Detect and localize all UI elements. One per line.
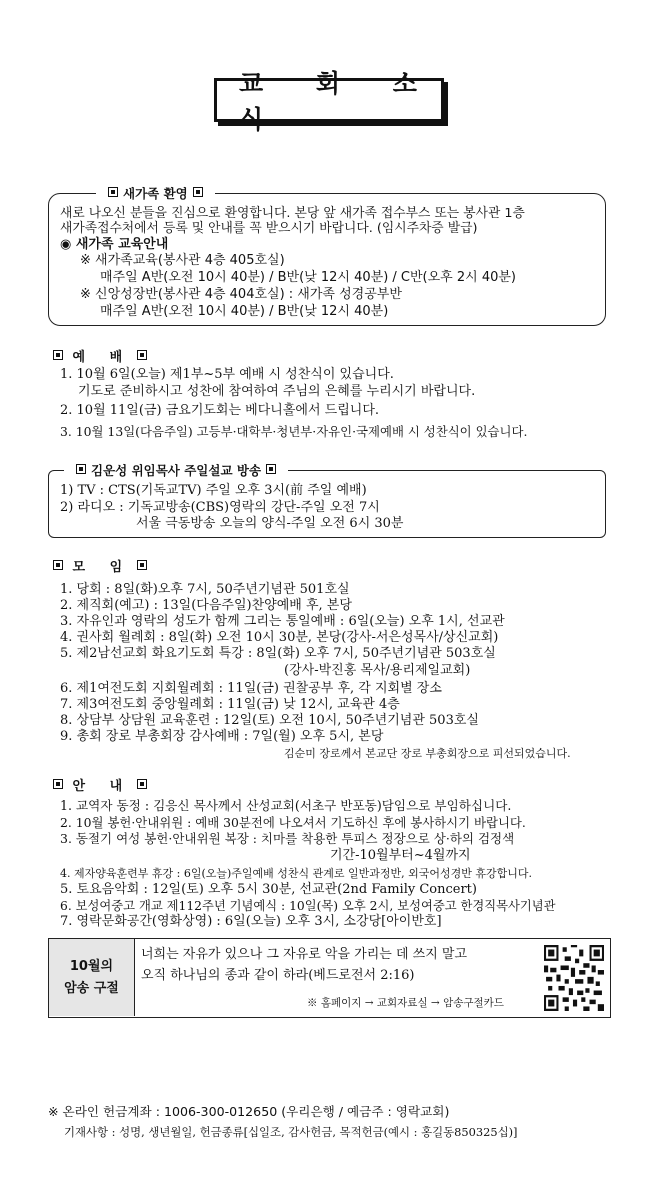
notice-item: 3. 동절기 여성 봉헌·안내위원 복장 : 치마를 착용한 투피스 정장으로 상·하의 검정색 — [60, 831, 515, 846]
square-bullet-icon — [76, 464, 86, 474]
notices-heading — [48, 775, 152, 794]
square-bullet-icon — [266, 464, 276, 474]
meeting-item: 2. 제직회(예고) : 13일(다음주일)찬양예배 후, 본당 — [60, 598, 352, 613]
meeting-item: 3. 자유인과 영락의 성도가 함께 그리는 통일예배 : 6일(오늘) 오후 1시, 선교관 — [60, 614, 505, 629]
meeting-item: 4. 권사회 월례회 : 8일(화) 오전 10시 30분, 본당(강사-서은성목사/상신교회) — [60, 630, 499, 645]
square-bullet-icon — [193, 187, 203, 197]
memory-verse-note: ※ 홈페이지 → 교회자료실 → 암송구절카드 — [307, 997, 504, 1009]
meetings-heading — [48, 556, 152, 575]
page-title: 교 회 소 식 — [214, 78, 444, 122]
meeting-item: 5. 제2남선교회 화요기도회 특강 : 8일(화) 오후 7시, 50주년기념관 503호실 — [60, 646, 496, 661]
notice-item: 6. 보성여중고 개교 제112주년 기념예식 : 10일(목) 오후 2시, 보성여중고 한경직목사기념관 — [60, 899, 556, 913]
newcomer-line: 매주일 A반(오전 10시 40분) / B반(낮 12시 40분) / C반(오후 2시 40분) — [100, 270, 517, 285]
broadcast-line: 2) 라디오 : 기독교방송(CBS)영락의 강단-주일 오전 7시 — [60, 500, 380, 515]
square-bullet-icon — [53, 350, 63, 360]
broadcast-label-text: 김운성 위임목사 주일설교 방송 — [91, 463, 262, 478]
broadcast-line: 서울 극동방송 오늘의 양식-주일 오전 6시 30분 — [136, 516, 404, 531]
offering-account: ※ 온라인 헌금계좌 : 1006-300-012650 (우리은행 / 예금주 : 영락교회) — [48, 1104, 450, 1119]
meeting-item: 1. 당회 : 8일(화)오후 7시, 50주년기념관 501호실 — [60, 582, 350, 597]
newcomer-label — [96, 184, 215, 202]
broadcast-label — [64, 461, 288, 479]
memory-verse-label-line: 10월의 — [69, 958, 114, 974]
notice-item: 5. 토요음악회 : 12일(토) 오후 5시 30분, 선교관(2nd Family Concert) — [60, 882, 477, 897]
notice-item: 2. 10월 봉헌·안내위원 : 예배 30분전에 나오셔서 기도하신 후에 봉사하시기 바랍니다. — [60, 815, 526, 830]
newcomer-label-text: 새가족 환영 — [123, 186, 188, 201]
newcomer-line: ※ 신앙성장반(봉사관 4층 404호실) : 새가족 성경공부반 — [80, 287, 402, 302]
notice-item: 4. 제자양육훈련부 휴강 : 6일(오늘)주일예배 성찬식 관계로 일반과정반, 외국어성경반 휴강합니다. — [60, 867, 533, 880]
memory-verse-label-line: 암송 구절 — [64, 980, 119, 996]
notices-heading-text: 안 내 — [72, 779, 133, 794]
notice-item: 7. 영락문화공간(영화상영) : 6일(오늘) 오후 3시, 소강당[아이반호] — [60, 914, 442, 929]
square-bullet-icon — [137, 779, 147, 789]
memory-verse-text: 너희는 자유가 있으나 그 자유로 악을 가리는 데 쓰지 말고 — [141, 947, 468, 962]
meeting-item: 8. 상담부 상담원 교육훈련 : 12일(토) 오전 10시, 50주년기념관 503호실 — [60, 713, 479, 728]
worship-item: 2. 10월 11일(금) 금요기도회는 베다니홀에서 드립니다. — [60, 403, 380, 418]
newcomer-line: ◉ 새가족 교육안내 — [60, 237, 169, 252]
worship-item: 3. 10월 13일(다음주일) 고등부·대학부·청년부·자유인·국제예배 시 성찬식이 있습니다. — [60, 424, 528, 439]
meetings-heading-text: 모 임 — [72, 560, 133, 575]
meeting-note: 김순미 장로께서 본교단 장로 부총회장으로 피선되었습니다. — [284, 747, 571, 760]
square-bullet-icon — [137, 560, 147, 570]
square-bullet-icon — [137, 350, 147, 360]
newcomer-line: 새가족접수처에서 등록 및 안내를 꼭 받으시기 바랍니다. (임시주차증 발급) — [60, 221, 478, 236]
newcomer-line: ※ 새가족교육(봉사관 4층 405호실) — [80, 253, 285, 268]
meeting-item: (강사-박진홍 목사/용리제일교회) — [284, 663, 471, 678]
worship-item: 기도로 준비하시고 성찬에 참여하여 주님의 은혜를 누리시기 바랍니다. — [78, 384, 476, 399]
newcomer-line: 새로 나오신 분들을 진심으로 환영합니다. 본당 앞 새가족 접수부스 또는 봉사관 1층 — [60, 206, 525, 221]
broadcast-line: 1) TV : CTS(기독교TV) 주일 오후 3시(前 주일 예배) — [60, 483, 367, 498]
qr-code-icon[interactable] — [544, 945, 604, 1011]
notice-item: 1. 교역자 동정 : 김응신 목사께서 산성교회(서초구 반포동)담임으로 부임하십니다. — [60, 798, 512, 813]
worship-item: 1. 10월 6일(오늘) 제1부~5부 예배 시 성찬식이 있습니다. — [60, 367, 394, 382]
meeting-item: 9. 총회 장로 부총회장 감사예배 : 7일(월) 오후 5시, 본당 — [60, 729, 384, 744]
memory-verse-box — [48, 938, 611, 1018]
square-bullet-icon — [53, 779, 63, 789]
worship-heading-text: 예 배 — [72, 350, 133, 365]
notice-item: 기간-10월부터~4월까지 — [330, 848, 471, 863]
square-bullet-icon — [108, 187, 118, 197]
meeting-item: 6. 제1여전도회 지회월례회 : 11일(금) 권찰공부 후, 각 지회별 장소 — [60, 681, 442, 696]
square-bullet-icon — [53, 560, 63, 570]
memory-verse-text: 오직 하나님의 종과 같이 하라(베드로전서 2:16) — [141, 968, 415, 983]
meeting-item: 7. 제3여전도회 중앙월례회 : 11일(금) 낮 12시, 교육관 4층 — [60, 697, 400, 712]
memory-verse-label — [49, 939, 135, 1016]
offering-instructions: 기재사항 : 성명, 생년월일, 헌금종류[십일조, 감사헌금, 목적헌금(예시 : 홍길동850325십)] — [64, 1125, 518, 1139]
worship-heading — [48, 346, 152, 365]
newcomer-line: 매주일 A반(오전 10시 40분) / B반(낮 12시 40분) — [100, 304, 389, 319]
